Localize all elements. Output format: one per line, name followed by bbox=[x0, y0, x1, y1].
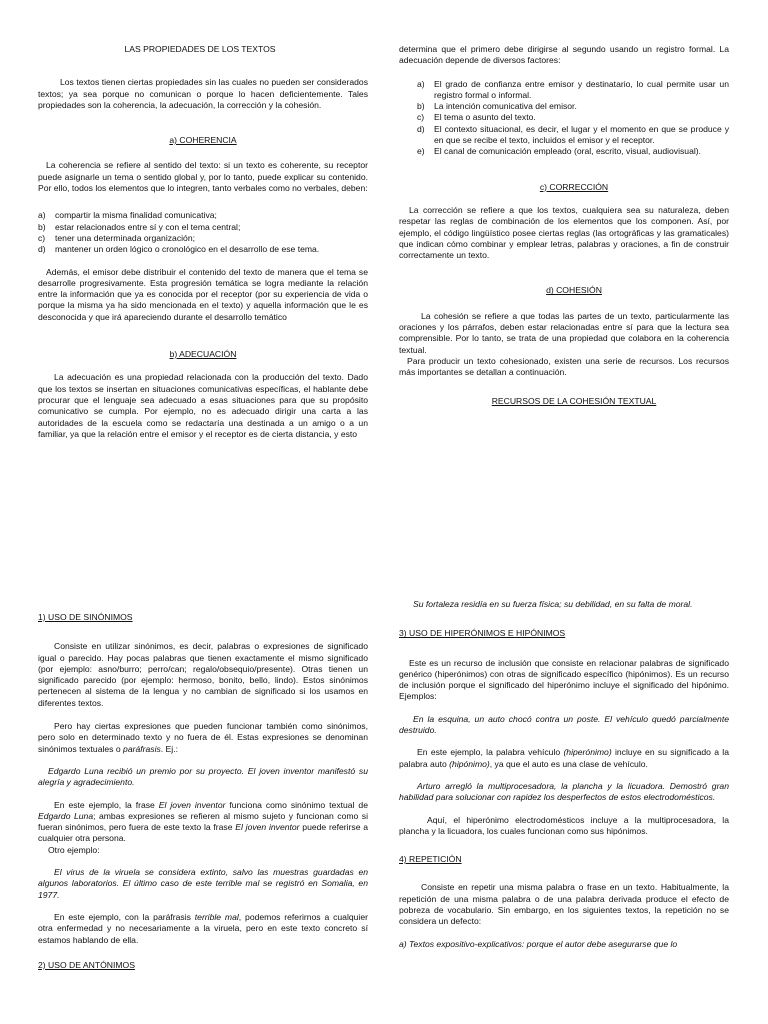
otro-ejemplo-label: Otro ejemplo: bbox=[48, 844, 100, 855]
correccion-paragraph: La corrección se refiere a que los textos, cualquiera sea su naturaleza, deben respetar las reglas de combinación de los elementos que los componen. Así, por ejemplo, el código lingüístico posee ciertas reglas (las ortográficas y las gramaticales) que indican cómo combinar y emplear letras, palabras y oraciones, a fin de construir correctamente un texto. bbox=[399, 204, 729, 261]
factores-list bbox=[417, 79, 729, 158]
cohesion-heading: d) COHESIÓN bbox=[546, 285, 602, 296]
list-item: d) El contexto situacional, es decir, el lugar y el momento en que se produce y en que se recibe el texto, incluidos el emisor y el receptor. bbox=[417, 123, 729, 146]
correccion-heading: c) CORRECCIÓN bbox=[539, 181, 609, 192]
hiperonimos-paragraph-3: Aquí, el hiperónimo electrodomésticos incluye a la multiprocesadora, la plancha y la licuadora, los cuales funcionan como sus hipónimos. bbox=[399, 814, 729, 836]
sinonimos-paragraph-1: Consiste en utilizar sinónimos, es decir, palabras o expresiones de significado igual o parecido. Hay pocas palabras que tienen exactamente el mismo significado (por ejemplo: asno/burro; perro/can; regalo/obsequio/presente). Otras tienen un significado parecido (por ejemplo: hermoso, bonito, bello, lindo). Estos sinónimos pertenecen al sistema de la lengua y no cambian de significado si los usamos en diferentes textos. bbox=[38, 641, 368, 708]
sinonimos-heading: 1) USO DE SINÓNIMOS bbox=[38, 612, 133, 622]
example-fortaleza: Su fortaleza residía en su fuerza física; su debilidad, en su falta de moral. bbox=[413, 599, 693, 609]
repeticion-heading: 4) REPETICIÓN bbox=[399, 854, 462, 865]
list-item: c) tener una determinada organización; bbox=[38, 232, 195, 243]
bottom-left-column bbox=[38, 612, 368, 971]
cohesion-paragraph-2: Para producir un texto cohesionado, existen una serie de recursos. Los recursos más importantes se detallan a continuación. bbox=[399, 355, 729, 378]
list-item: b) estar relacionados entre sí y con el tema central; bbox=[38, 221, 241, 232]
list-item: e) El canal de comunicación empleado (oral, escrito, visual, audiovisual). bbox=[417, 146, 702, 157]
page-title: LAS PROPIEDADES DE LOS TEXTOS bbox=[124, 44, 276, 54]
sinonimos-paragraph-3: En este ejemplo, la frase El joven inventor funciona como sinónimo textual de Edgardo Luna; ambas expresiones se refieren al mismo sujeto y funcionan como si fueran sinónimos, pero fuera de este texto la frase El joven inventor puede referirse a cualquier otra persona. bbox=[38, 799, 369, 844]
list-item: a) compartir la misma finalidad comunicativa; bbox=[38, 210, 217, 221]
adecuacion-continuation: determina que el primero debe dirigirse al segundo usando un registro formal. La adecuación depende de diversos factores: bbox=[399, 44, 729, 66]
antonimos-heading: 2) USO DE ANTÓNIMOS bbox=[38, 959, 135, 970]
list-item: b) La intención comunicativa del emisor. bbox=[417, 101, 577, 112]
top-left-column bbox=[38, 44, 368, 440]
hiperonimos-paragraph-1: Este es un recurso de inclusión que consiste en relacionar palabras de significado genérico (hiperónimos) con otras de significado específico (hipónimos). Es un recurso de inclusión porque el significado del hiperónimo incluye el significado del hipónimo. Ejemplos: bbox=[399, 657, 729, 702]
adecuacion-heading: b) ADECUACIÓN bbox=[169, 349, 237, 360]
list-item: c) El tema o asunto del texto. bbox=[417, 112, 536, 123]
coherencia-paragraph: La coherencia se refiere al sentido del texto: si un texto es coherente, su receptor puede asignarle un tema o sentido global y, por lo tanto, puede explicar su contenido. Por ello, todos los elementos que lo integren, tanto verbales como no verbales, deben: bbox=[38, 160, 368, 194]
cohesion-paragraph-1: La cohesión se refiere a que todas las partes de un texto, particularmente las oraciones y los párrafos, deben estar relacionadas entre sí para que la lectura sea comprensible. Por lo tanto, se trata de una propiedad que colabora en la coherencia textual. bbox=[399, 310, 729, 355]
repeticion-item-a: a) Textos expositivo-explicativos: porque el autor debe asegurarse que lo bbox=[399, 938, 678, 949]
recursos-heading: RECURSOS DE LA COHESIÓN TEXTUAL bbox=[491, 395, 657, 406]
repeticion-paragraph: Consiste en repetir una misma palabra o frase en un texto. Habitualmente, la repetición de una misma palabra o de una palabra derivada produce el efecto de pobreza de vocabulario. Sin embargo, en los siguientes textos, la repetición no se considera un defecto: bbox=[399, 882, 729, 927]
top-right-column bbox=[399, 44, 729, 407]
coherencia-list bbox=[38, 210, 368, 255]
sinonimos-paragraph-2: Pero hay ciertas expresiones que pueden funcionar también como sinónimos, pero solo en determinado texto y no fuera de él. Estas expresiones se denominan sinónimos textuales o paráfrasis. Ej.: bbox=[38, 721, 368, 754]
list-item: d) mantener un orden lógico o cronológico en el desarrollo de ese tema. bbox=[38, 244, 320, 255]
intro-paragraph: Los textos tienen ciertas propiedades sin las cuales no pueden ser considerados textos; ya sea porque no comunican o porque lo hacen deficientemente. Tales propiedades son la coherencia, la adecuación, la corrección y la cohesión. bbox=[38, 77, 368, 110]
example-edgardo: Edgardo Luna recibió un premio por su proyecto. El joven inventor manifestó su alegría y agradecimiento. bbox=[38, 765, 368, 788]
example-arturo: Arturo arregló la multiprocesadora, la plancha y la licuadora. Demostró gran habilidad para solucionar con rapidez los desperfectos de estos electrodomésticos. bbox=[399, 780, 729, 803]
example-viruela: El virus de la viruela se considera extinto, salvo las muestras guardadas en algunos laboratorios. El último caso de este terrible mal se registró en Somalia, en 1977. bbox=[38, 867, 368, 900]
list-item: a) El grado de confianza entre emisor y destinatario, lo cual permite usar un registro formal o informal. bbox=[417, 78, 729, 100]
coherencia-paragraph-2: Además, el emisor debe distribuir el contenido del texto de manera que el tema se desarrolle progresivamente. Esta progresión temática se logra mediante la relación entre la información que ya es conocida por el receptor (por su experiencia de vida o porque la misma ya ha sido mencionada en el texto) y aquella información que le es desconocida y que irá apareciendo durante el desarrollo temático bbox=[38, 266, 368, 322]
coherencia-heading: a) COHERENCIA bbox=[169, 135, 237, 146]
example-esquina: En la esquina, un auto chocó contra un poste. El vehículo quedó parcialmente destruido. bbox=[399, 713, 729, 736]
page-break-space bbox=[0, 560, 768, 586]
bottom-right-column bbox=[399, 599, 729, 950]
sinonimos-paragraph-4: En este ejemplo, con la paráfrasis terrible mal, podemos referirnos a cualquier otra enfermedad y no necesariamente a la viruela, pero en este texto concreto sí estamos hablando de ella. bbox=[38, 911, 368, 945]
hiperonimos-heading: 3) USO DE HIPERÓNIMOS E HIPÓNIMOS bbox=[399, 628, 566, 639]
adecuacion-paragraph: La adecuación es una propiedad relacionada con la producción del texto. Dado que los textos se insertan en situaciones comunicativas específicas, el hablante debe procurar que el lenguaje sea adecuado a esas situaciones para que su propósito comunicativo se cumpla. Por ejemplo, no es adecuado dirigir una carta a las autoridades de la escuela como se redactaría una destinada a un amigo o a un familiar, ya que la relación entre el emisor y el receptor es de cierta distancia, y esto bbox=[38, 372, 368, 439]
hiperonimos-paragraph-2: En este ejemplo, la palabra vehículo (hiperónimo) incluye en su significado a la palabra auto (hipónimo), ya que el auto es una clase de vehículo. bbox=[399, 747, 729, 769]
